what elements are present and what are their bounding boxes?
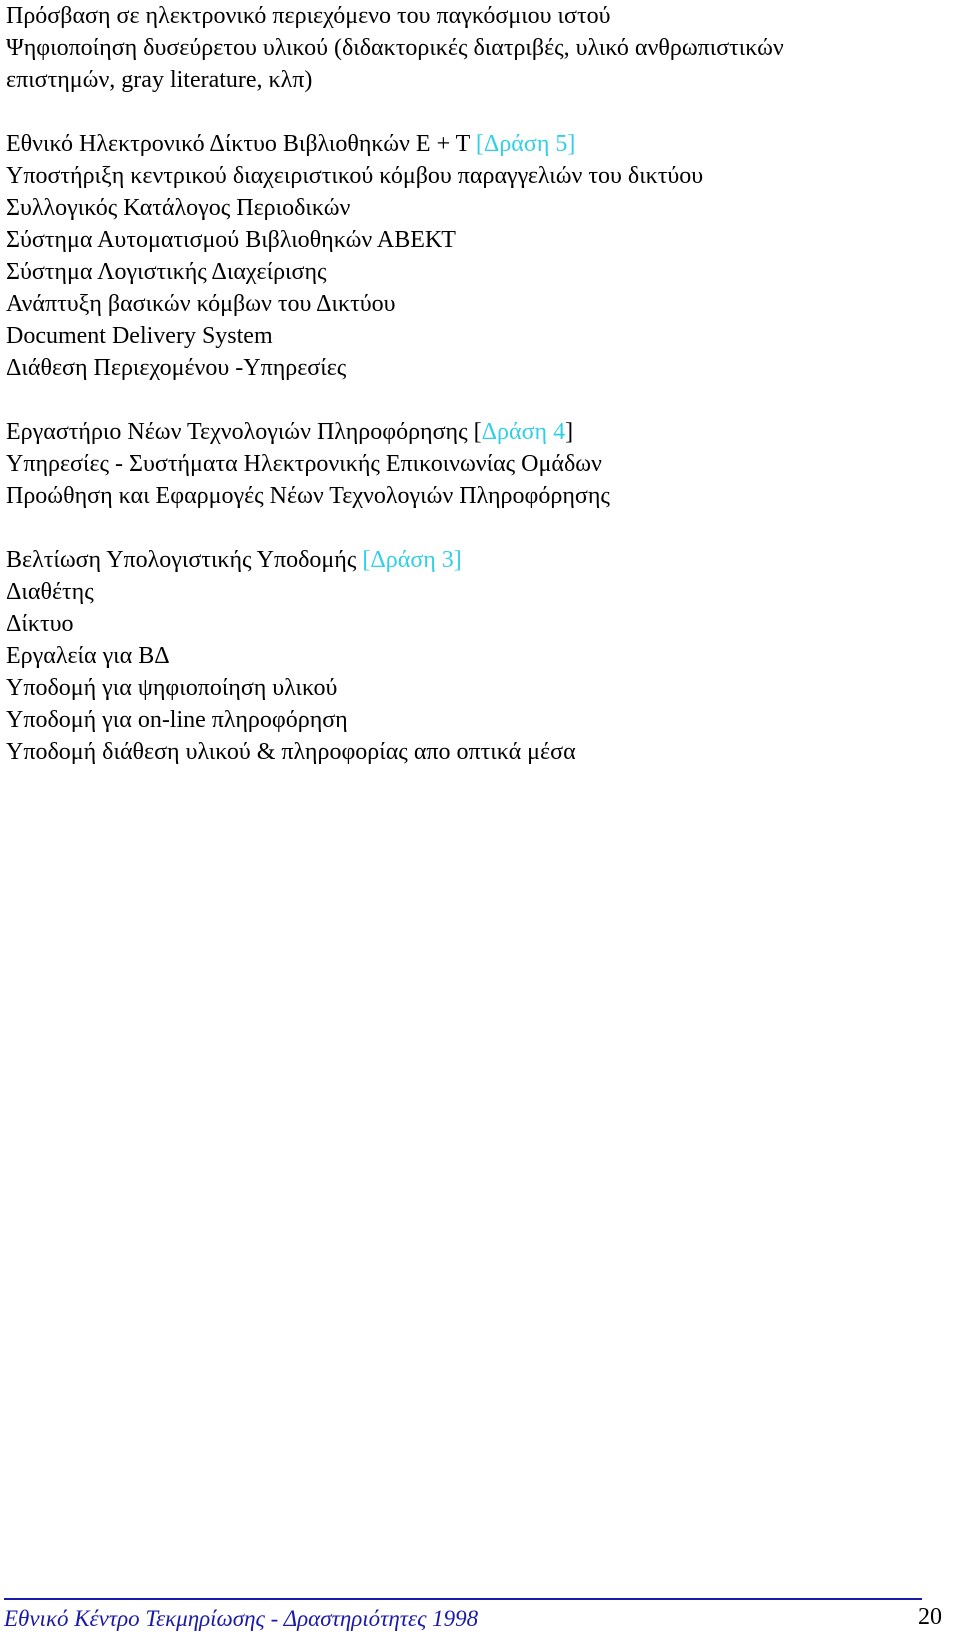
text-line: Ανάπτυξη βασικών κόμβων του Δικτύου <box>6 291 396 317</box>
section-heading <box>6 544 946 576</box>
text-line: Σύστημα Λογιστικής Διαχείρισης <box>6 259 327 285</box>
action-reference: [Δράση 3] <box>362 547 462 573</box>
footer-title: Εθνικό Κέντρο Τεκμηρίωσης - Δραστηριότητες 1998 <box>4 1606 479 1631</box>
section-spacer <box>6 96 946 128</box>
text-line: Document Delivery System <box>6 323 273 349</box>
text-line: Εργαλεία για ΒΔ <box>6 643 170 669</box>
section-spacer <box>6 384 946 416</box>
text-line: Διάθεση Περιεχομένου -Υπηρεσίες <box>6 355 347 381</box>
text-line: Υπηρεσίες - Συστήματα Ηλεκτρονικής Επικοινωνίας Ομάδων <box>6 451 602 477</box>
text-line: Προώθηση και Εφαρμογές Νέων Τεχνολογιών Πληροφόρησης <box>6 483 610 509</box>
page-number: 20 <box>918 1604 942 1630</box>
text-line: Δίκτυο <box>6 611 74 637</box>
footer-divider <box>4 1598 922 1600</box>
text-line: Ψηφιοποίηση δυσεύρετου υλικού (διδακτορικές διατριβές, υλικό ανθρωπιστικών <box>6 35 784 61</box>
section-lab <box>6 416 946 512</box>
text-line: Διαθέτης <box>6 579 94 605</box>
section-network <box>6 128 946 384</box>
text-line: επιστημών, gray literature, κλπ) <box>6 67 313 93</box>
text-line: Υποστήριξη κεντρικού διαχειριστικού κόμβου παραγγελιών του δικτύου <box>6 163 704 189</box>
action-reference: Δράση 4 <box>481 419 566 445</box>
section-spacer <box>6 512 946 544</box>
text-line: Υποδομή διάθεση υλικού & πληροφορίας απο οπτικά μέσα <box>6 739 576 765</box>
heading-text: Βελτίωση Υπολογιστικής Υποδομής <box>6 547 363 573</box>
document-body <box>6 0 946 768</box>
page-footer <box>4 1598 954 1638</box>
heading-text: Εθνικό Ηλεκτρονικό Δίκτυο Βιβλιοθηκών Ε + Τ <box>6 131 476 157</box>
section-access <box>6 0 946 96</box>
section-heading <box>6 128 946 160</box>
heading-text: Εργαστήριο Νέων Τεχνολογιών Πληροφόρησης [ <box>6 419 482 445</box>
text-line: Πρόσβαση σε ηλεκτρονικό περιεχόμενο του παγκόσμιου ιστού <box>6 3 611 29</box>
section-heading <box>6 416 946 448</box>
text-line: Σύστημα Αυτοματισμού Βιβλιοθηκών ΑΒΕΚΤ <box>6 227 456 253</box>
text-line: Υποδομή για ψηφιοποίηση υλικού <box>6 675 338 701</box>
section-infrastructure <box>6 544 946 768</box>
text-line: Υποδομή για on-line πληροφόρηση <box>6 707 348 733</box>
text-line: Συλλογικός Κατάλογος Περιοδικών <box>6 195 351 221</box>
heading-close-bracket: ] <box>565 419 574 445</box>
action-reference: [Δράση 5] <box>475 131 576 157</box>
